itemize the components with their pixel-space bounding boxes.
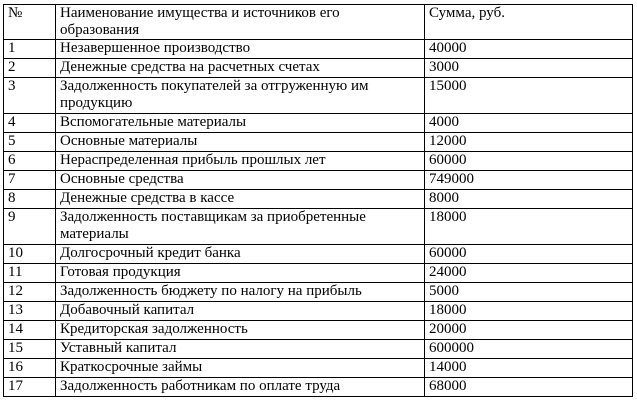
header-name: Наименование имущества и источников его образования — [56, 5, 425, 40]
row-sum: 5000 — [425, 283, 633, 302]
row-sum: 18000 — [425, 302, 633, 321]
row-name: Задолженность бюджету по налогу на прибыль — [56, 283, 425, 302]
table-row — [4, 59, 633, 78]
row-name: Денежные средства в кассе — [56, 190, 425, 209]
row-name: Основные средства — [56, 171, 425, 190]
row-name: Добавочный капитал — [56, 302, 425, 321]
table-row — [4, 133, 633, 152]
row-sum: 15000 — [425, 78, 633, 114]
row-sum: 4000 — [425, 114, 633, 133]
table-row — [4, 152, 633, 171]
row-num: 5 — [4, 133, 56, 152]
row-num: 13 — [4, 302, 56, 321]
row-name: Денежные средства на расчетных счетах — [56, 59, 425, 78]
row-sum: 60000 — [425, 152, 633, 171]
row-num: 1 — [4, 40, 56, 59]
table-row — [4, 190, 633, 209]
row-sum: 60000 — [425, 245, 633, 264]
table-row — [4, 340, 633, 359]
row-num: 9 — [4, 209, 56, 245]
row-num: 16 — [4, 359, 56, 378]
row-num: 12 — [4, 283, 56, 302]
row-num: 2 — [4, 59, 56, 78]
row-name: Основные материалы — [56, 133, 425, 152]
row-sum: 600000 — [425, 340, 633, 359]
row-name: Задолженность работникам по оплате труда — [56, 378, 425, 397]
row-num: 6 — [4, 152, 56, 171]
table-row — [4, 283, 633, 302]
header-row — [4, 5, 633, 40]
row-name: Незавершенное производство — [56, 40, 425, 59]
row-num: 10 — [4, 245, 56, 264]
table-row — [4, 378, 633, 397]
row-sum: 40000 — [425, 40, 633, 59]
row-sum: 18000 — [425, 209, 633, 245]
row-num: 11 — [4, 264, 56, 283]
row-name: Уставный капитал — [56, 340, 425, 359]
table-row — [4, 245, 633, 264]
row-name: Долгосрочный кредит банка — [56, 245, 425, 264]
header-sum: Сумма, руб. — [425, 5, 633, 40]
row-num: 3 — [4, 78, 56, 114]
row-num: 4 — [4, 114, 56, 133]
row-num: 8 — [4, 190, 56, 209]
assets-table — [3, 4, 633, 397]
row-sum: 20000 — [425, 321, 633, 340]
row-num: 15 — [4, 340, 56, 359]
row-num: 7 — [4, 171, 56, 190]
row-sum: 68000 — [425, 378, 633, 397]
row-name: Нераспределенная прибыль прошлых лет — [56, 152, 425, 171]
table-row — [4, 78, 633, 114]
row-name: Задолженность поставщикам за приобретенные материалы — [56, 209, 425, 245]
row-num: 17 — [4, 378, 56, 397]
table-row — [4, 40, 633, 59]
row-sum: 8000 — [425, 190, 633, 209]
row-name: Кредиторская задолженность — [56, 321, 425, 340]
table-row — [4, 264, 633, 283]
table-row — [4, 359, 633, 378]
table-row — [4, 114, 633, 133]
row-sum: 12000 — [425, 133, 633, 152]
row-name: Вспомогательные материалы — [56, 114, 425, 133]
row-name: Готовая продукция — [56, 264, 425, 283]
row-sum: 14000 — [425, 359, 633, 378]
table-row — [4, 209, 633, 245]
row-name: Задолженность покупателей за отгруженную им продукцию — [56, 78, 425, 114]
header-num: № — [4, 5, 56, 40]
table-row — [4, 171, 633, 190]
row-sum: 24000 — [425, 264, 633, 283]
table-row — [4, 321, 633, 340]
row-num: 14 — [4, 321, 56, 340]
table-row — [4, 302, 633, 321]
row-sum: 3000 — [425, 59, 633, 78]
row-name: Краткосрочные займы — [56, 359, 425, 378]
row-sum: 749000 — [425, 171, 633, 190]
